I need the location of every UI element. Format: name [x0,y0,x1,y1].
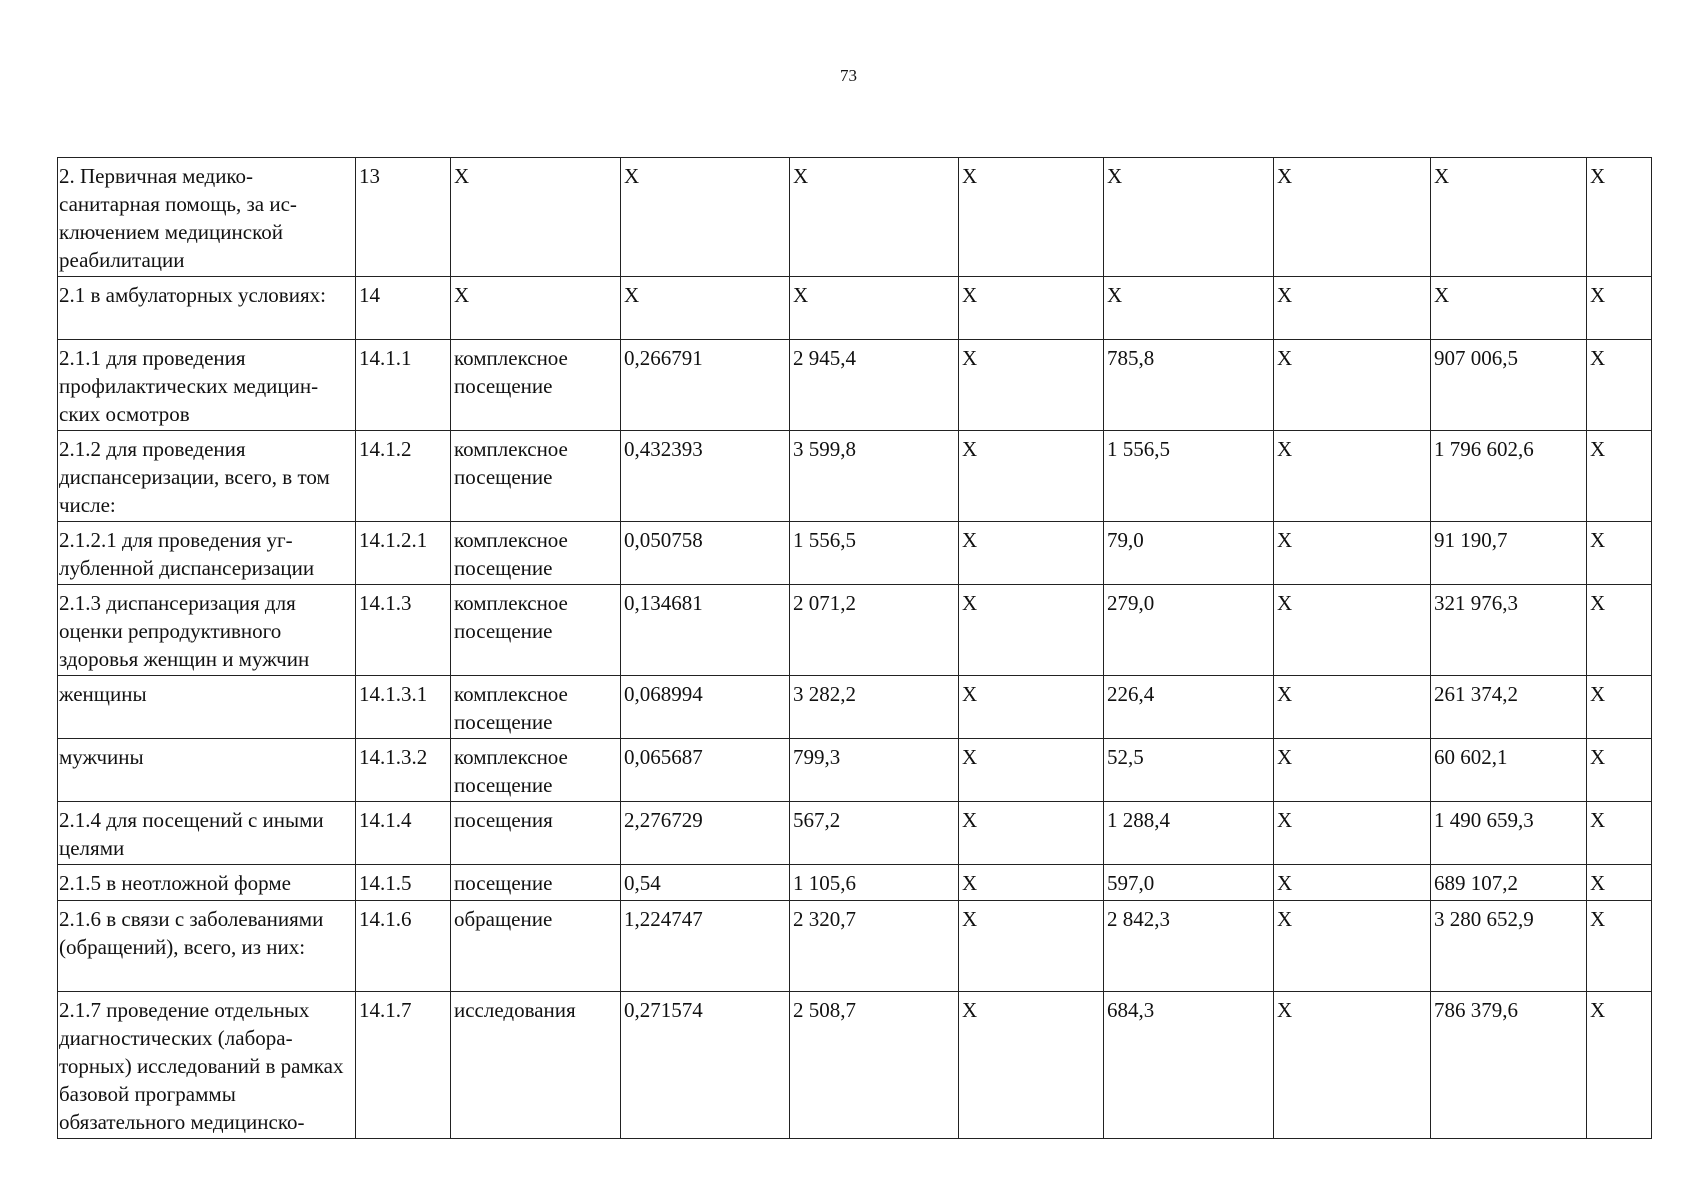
table-cell-cost-norm: 2 945,4 [790,340,959,431]
table-cell-name: 2.1.6 в связи с заболеваниями (обращений), всего, из них: [58,901,356,992]
table-row [58,739,1652,802]
table-cell-row-code: 14.1.2.1 [356,522,451,585]
table-cell-total-cost: 907 006,5 [1431,340,1587,431]
table-cell-total-cost: 786 379,6 [1431,992,1587,1139]
table-cell-cost-norm: 799,3 [790,739,959,802]
table-cell-volume-norm: 0,432393 [621,431,790,522]
table-cell-total-cost: X [1431,277,1587,340]
table-cell-cost-norm: 2 320,7 [790,901,959,992]
table-cell-row-code: 14.1.3.2 [356,739,451,802]
table-cell-col8: X [1274,277,1431,340]
table-cell-volume-norm: 0,54 [621,865,790,901]
table-cell-col10: X [1587,340,1652,431]
table-cell-total-cost: 3 280 652,9 [1431,901,1587,992]
table-cell-per-capita: 79,0 [1104,522,1274,585]
table-cell-col6: X [959,340,1104,431]
table-cell-name: 2.1.1 для проведения профилактических медицин-ских осмотров [58,340,356,431]
table-cell-name: 2.1 в амбулаторных условиях: [58,277,356,340]
table-cell-unit: обращение [451,901,621,992]
table-cell-col6: X [959,585,1104,676]
table-cell-cost-norm: 3 282,2 [790,676,959,739]
table-cell-per-capita: X [1104,277,1274,340]
table-cell-cost-norm: X [790,158,959,277]
table-cell-unit: X [451,277,621,340]
table-cell-volume-norm: 2,276729 [621,802,790,865]
table-cell-total-cost: 60 602,1 [1431,739,1587,802]
table-cell-per-capita: 1 288,4 [1104,802,1274,865]
table-cell-cost-norm: 2 071,2 [790,585,959,676]
table-cell-per-capita: 684,3 [1104,992,1274,1139]
table-cell-volume-norm: 0,068994 [621,676,790,739]
table-cell-col10: X [1587,277,1652,340]
table-cell-name: 2.1.3 диспансеризация для оценки репродуктивного здоровья женщин и мужчин [58,585,356,676]
table-cell-col6: X [959,739,1104,802]
table-cell-cost-norm: 567,2 [790,802,959,865]
table-cell-cost-norm: 3 599,8 [790,431,959,522]
table-cell-col8: X [1274,158,1431,277]
table-cell-volume-norm: 0,271574 [621,992,790,1139]
table-cell-col8: X [1274,739,1431,802]
table-cell-unit: X [451,158,621,277]
table-cell-row-code: 14.1.3 [356,585,451,676]
table-cell-col10: X [1587,865,1652,901]
table-cell-volume-norm: X [621,158,790,277]
table-cell-volume-norm: 0,134681 [621,585,790,676]
table-cell-col8: X [1274,802,1431,865]
table-cell-col10: X [1587,522,1652,585]
table-cell-total-cost: 1 796 602,6 [1431,431,1587,522]
table-cell-total-cost: X [1431,158,1587,277]
table-cell-per-capita: 1 556,5 [1104,431,1274,522]
table-cell-col6: X [959,901,1104,992]
table-row [58,585,1652,676]
table-cell-col6: X [959,676,1104,739]
table-cell-name: 2. Первичная медико-санитарная помощь, за ис-ключением медицинской реабилитации [58,158,356,277]
table-cell-col10: X [1587,802,1652,865]
table-cell-col6: X [959,277,1104,340]
table-cell-row-code: 14.1.3.1 [356,676,451,739]
table-cell-col10: X [1587,585,1652,676]
table-cell-total-cost: 321 976,3 [1431,585,1587,676]
table-cell-col8: X [1274,901,1431,992]
table-cell-per-capita: 597,0 [1104,865,1274,901]
table-cell-volume-norm: 0,065687 [621,739,790,802]
data-table [57,157,1652,1139]
table-cell-name: 2.1.2.1 для проведения уг-лубленной диспансеризации [58,522,356,585]
table-row [58,277,1652,340]
table-cell-row-code: 14.1.4 [356,802,451,865]
table-cell-total-cost: 261 374,2 [1431,676,1587,739]
table-cell-col10: X [1587,992,1652,1139]
table-cell-cost-norm: 2 508,7 [790,992,959,1139]
table-cell-col6: X [959,431,1104,522]
table-cell-volume-norm: X [621,277,790,340]
table-cell-per-capita: 2 842,3 [1104,901,1274,992]
table-row [58,431,1652,522]
table-cell-per-capita: 785,8 [1104,340,1274,431]
table-row [58,158,1652,277]
table-row [58,865,1652,901]
table-cell-col10: X [1587,158,1652,277]
table-cell-cost-norm: X [790,277,959,340]
table-cell-unit: комплексное посещение [451,676,621,739]
table-cell-row-code: 14 [356,277,451,340]
table-cell-row-code: 14.1.2 [356,431,451,522]
table-cell-volume-norm: 0,266791 [621,340,790,431]
table-cell-unit: комплексное посещение [451,431,621,522]
table-cell-col8: X [1274,992,1431,1139]
table-cell-col8: X [1274,431,1431,522]
table-cell-col10: X [1587,901,1652,992]
table-cell-row-code: 14.1.1 [356,340,451,431]
table-cell-unit: комплексное посещение [451,739,621,802]
table-cell-row-code: 14.1.5 [356,865,451,901]
table-cell-cost-norm: 1 105,6 [790,865,959,901]
table-cell-name: женщины [58,676,356,739]
table-cell-name: мужчины [58,739,356,802]
table-cell-col6: X [959,522,1104,585]
table-cell-unit: комплексное посещение [451,340,621,431]
table-cell-col10: X [1587,739,1652,802]
table-cell-per-capita: 52,5 [1104,739,1274,802]
table-cell-per-capita: X [1104,158,1274,277]
table-cell-col6: X [959,865,1104,901]
table-cell-col8: X [1274,522,1431,585]
table-row [58,992,1652,1139]
table-cell-per-capita: 279,0 [1104,585,1274,676]
page-number: 73 [840,66,857,85]
table-cell-col8: X [1274,340,1431,431]
table-cell-name: 2.1.2 для проведения диспансеризации, всего, в том числе: [58,431,356,522]
table-cell-row-code: 14.1.7 [356,992,451,1139]
table-cell-total-cost: 91 190,7 [1431,522,1587,585]
table-cell-col8: X [1274,585,1431,676]
table-cell-col10: X [1587,431,1652,522]
table-cell-row-code: 14.1.6 [356,901,451,992]
table-cell-col6: X [959,158,1104,277]
table-cell-unit: комплексное посещение [451,585,621,676]
table-row [58,676,1652,739]
table-body [58,158,1652,1139]
table-cell-unit: исследования [451,992,621,1139]
table-cell-row-code: 13 [356,158,451,277]
table-cell-total-cost: 689 107,2 [1431,865,1587,901]
table-row [58,802,1652,865]
table-cell-cost-norm: 1 556,5 [790,522,959,585]
table-cell-col8: X [1274,865,1431,901]
table-cell-col8: X [1274,676,1431,739]
table-cell-unit: посещения [451,802,621,865]
table-row [58,901,1652,992]
table-cell-volume-norm: 0,050758 [621,522,790,585]
table-cell-unit: комплексное посещение [451,522,621,585]
table-cell-col6: X [959,802,1104,865]
table-cell-name: 2.1.5 в неотложной форме [58,865,356,901]
table-cell-unit: посещение [451,865,621,901]
table-row [58,340,1652,431]
table-cell-name: 2.1.4 для посещений с иными целями [58,802,356,865]
table-cell-col10: X [1587,676,1652,739]
table-cell-total-cost: 1 490 659,3 [1431,802,1587,865]
table-cell-name: 2.1.7 проведение отдельных диагностических (лабора-торных) исследований в рамках базовой программы обязательного медицинско- [58,992,356,1139]
table-cell-volume-norm: 1,224747 [621,901,790,992]
table-cell-col6: X [959,992,1104,1139]
table-cell-per-capita: 226,4 [1104,676,1274,739]
table-row [58,522,1652,585]
